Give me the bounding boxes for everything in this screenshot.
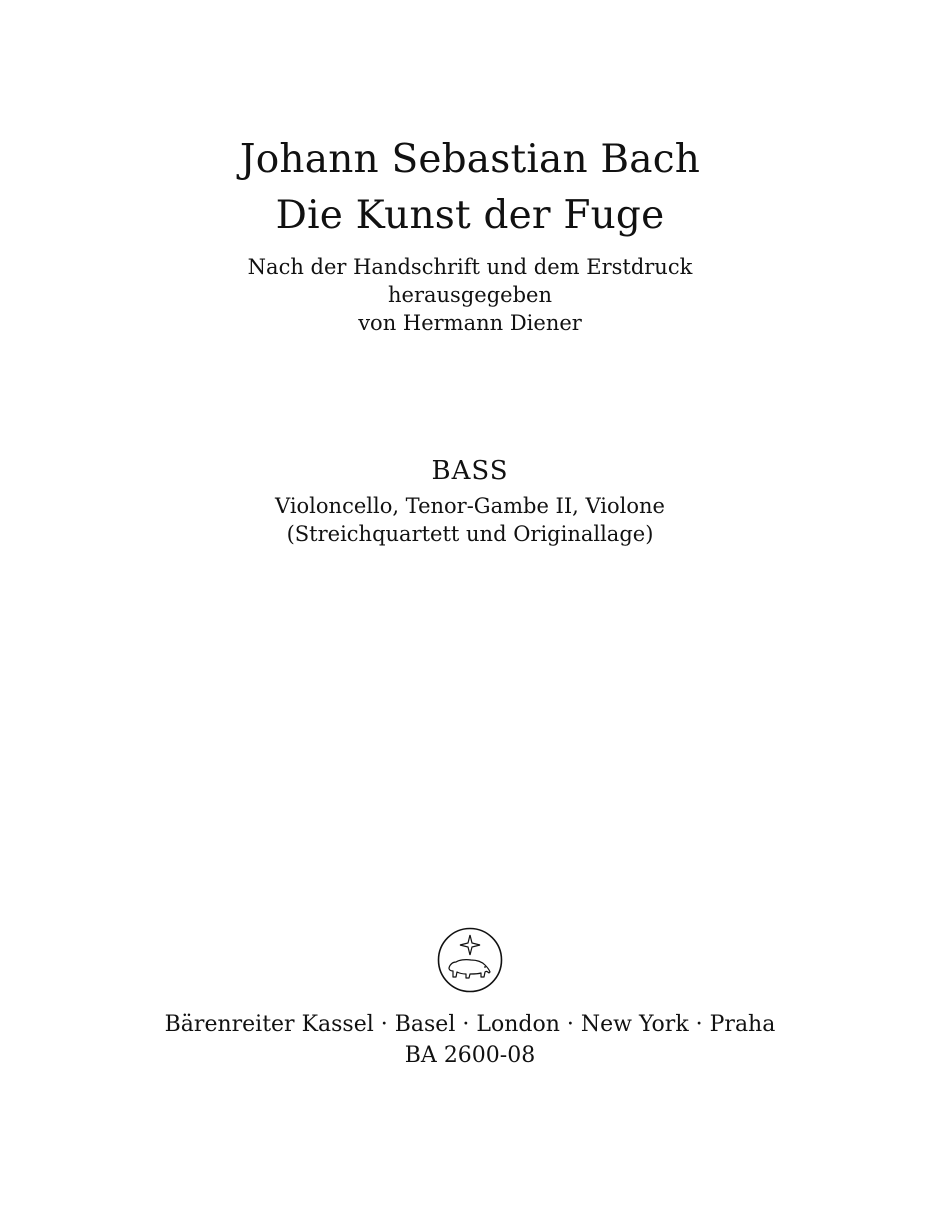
work-title: Die Kunst der Fuge [275, 193, 665, 238]
catalog-number: BA 2600-08 [404, 1043, 536, 1068]
logo-bear [449, 960, 490, 978]
logo-svg [437, 927, 503, 993]
part-setting-note: (Streichquartett und Originallage) [286, 522, 654, 546]
edition-source-line: Nach der Handschrift und dem Erstdruck [247, 255, 693, 279]
composer-name: Johann Sebastian Bach [239, 137, 701, 182]
edition-editor-line: von Hermann Diener [358, 311, 582, 335]
part-name: BASS [431, 456, 509, 486]
logo-bear-eye [484, 966, 486, 968]
baerenreiter-bear-star-logo-icon [437, 927, 503, 993]
edition-edited-line: herausgegeben [388, 283, 552, 307]
publisher-cities: Bärenreiter Kassel · Basel · London · New York · Praha [164, 1012, 776, 1037]
part-instruments: Violoncello, Tenor-Gambe II, Violone [275, 494, 665, 518]
logo-star [460, 935, 480, 955]
